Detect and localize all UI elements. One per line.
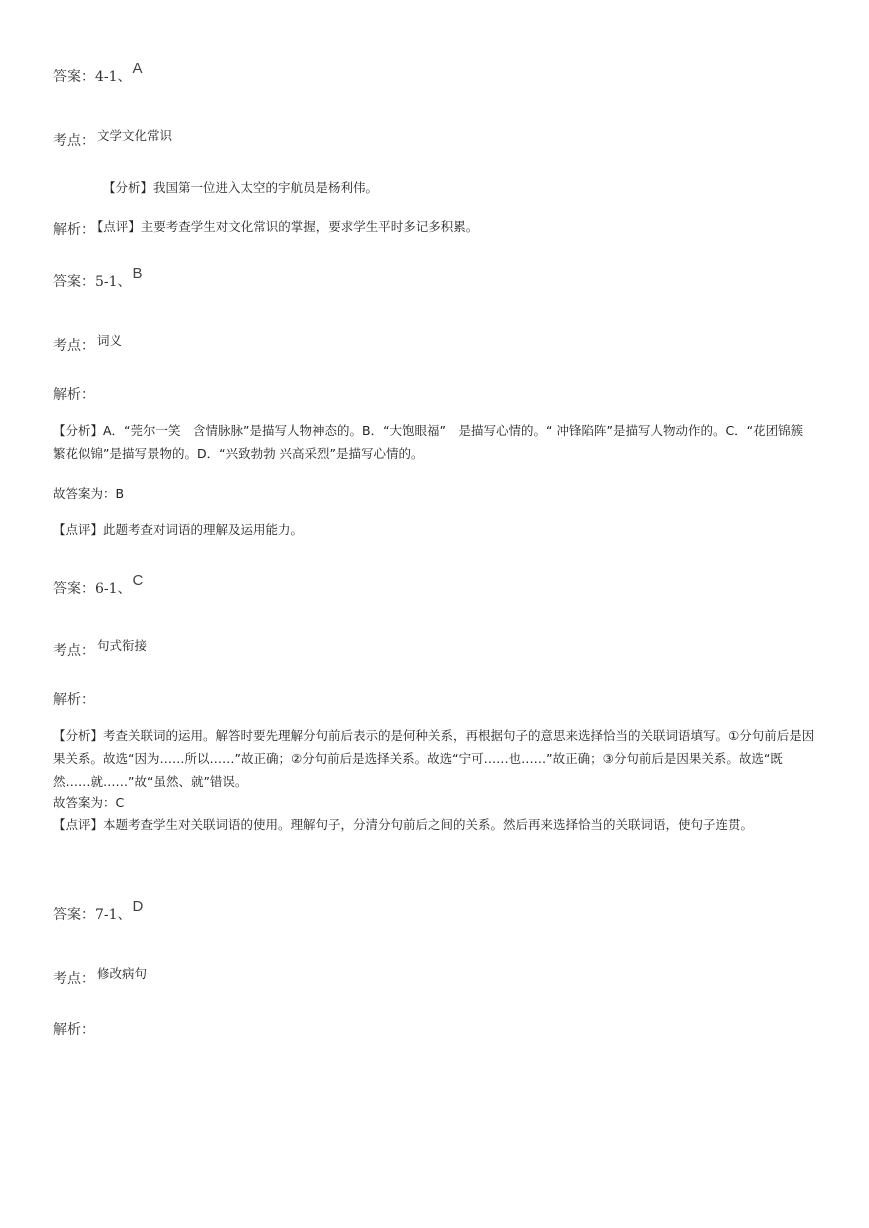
analysis-row-5 bbox=[53, 384, 95, 404]
comment-text: 【点评】本题考查学生对关联词语的使用。理解句子，分清分句前后之间的关系。然后再来选择恰当的关联词语，使句子连贯。 bbox=[53, 817, 754, 832]
analysis-block-6 bbox=[53, 724, 815, 836]
analysis-text-4b: 【点评】主要考查学生对文化常识的掌握，要求学生平时多记多积累。 bbox=[97, 219, 479, 234]
comment-text: 【点评】此题考查对词语的理解及运用能力。 bbox=[53, 522, 304, 537]
point-label: 考点： bbox=[53, 338, 95, 354]
analysis-row-6 bbox=[53, 689, 95, 709]
answer-row-5 bbox=[53, 265, 143, 291]
point-row-6 bbox=[53, 640, 147, 660]
answer-label: 答案：6-1、 bbox=[53, 581, 132, 597]
point-value: 文学文化常识 bbox=[97, 128, 173, 143]
answer-row-6 bbox=[53, 572, 144, 598]
answer-label: 答案：4-1、 bbox=[53, 69, 132, 85]
point-value: 词义 bbox=[97, 333, 123, 348]
analysis-label: 解析： bbox=[53, 1022, 95, 1038]
point-row-4 bbox=[53, 130, 172, 150]
answer-row-7 bbox=[53, 898, 144, 924]
comment-5 bbox=[53, 518, 815, 541]
point-row-5 bbox=[53, 335, 122, 355]
answer-value: D bbox=[132, 898, 144, 915]
analysis-label: 解析： bbox=[53, 387, 95, 403]
answer-label: 答案：5-1、 bbox=[53, 274, 132, 290]
analysis-block-5 bbox=[53, 419, 815, 465]
analysis-paragraph: 【分析】A．“莞尔一笑 含情脉脉”是描写人物神态的。B．“大饱眼福” 是描写心情的。“ 冲锋陷阵”是描写人物动作的。C．“花团锦簇 繁花似锦”是描写景物的。D．“兴致勃勃 兴高采烈”是描写心情的。 bbox=[53, 423, 816, 461]
analysis-row-4 bbox=[53, 219, 478, 239]
point-label: 考点： bbox=[53, 643, 95, 659]
analysis-paragraph: 【分析】考查关联词的运用。解答时要先理解分句前后表示的是何种关系，再根据句子的意思来选择恰当的关联词语填写。①分句前后是因果关系。故选“因为……所以……”故正确；②分句前后是选择关系。故选“宁可……也……”故正确；③分句前后是因果关系。故选“既然……就……”故“虽然、就”错误。 bbox=[53, 728, 815, 789]
final-answer-text: 故答案为：B bbox=[53, 486, 125, 501]
final-answer-text: 故答案为：C bbox=[53, 795, 125, 810]
analysis-row-7 bbox=[53, 1019, 95, 1039]
answer-value: B bbox=[132, 265, 143, 282]
final-answer-5 bbox=[53, 482, 815, 505]
point-label: 考点： bbox=[53, 971, 95, 987]
answer-row-4 bbox=[53, 60, 143, 86]
answer-label: 答案：7-1、 bbox=[53, 907, 132, 923]
point-label: 考点： bbox=[53, 133, 95, 149]
point-value: 修改病句 bbox=[97, 966, 148, 981]
answer-value: A bbox=[132, 60, 143, 77]
analysis-label: 解析： bbox=[53, 692, 95, 708]
analysis-label: 解析： bbox=[53, 222, 95, 238]
point-value: 句式衔接 bbox=[97, 638, 148, 653]
answer-value: C bbox=[132, 572, 144, 589]
analysis-text-4a: 【分析】我国第一位进入太空的宇航员是杨利伟。 bbox=[103, 180, 379, 195]
point-row-7 bbox=[53, 968, 147, 988]
